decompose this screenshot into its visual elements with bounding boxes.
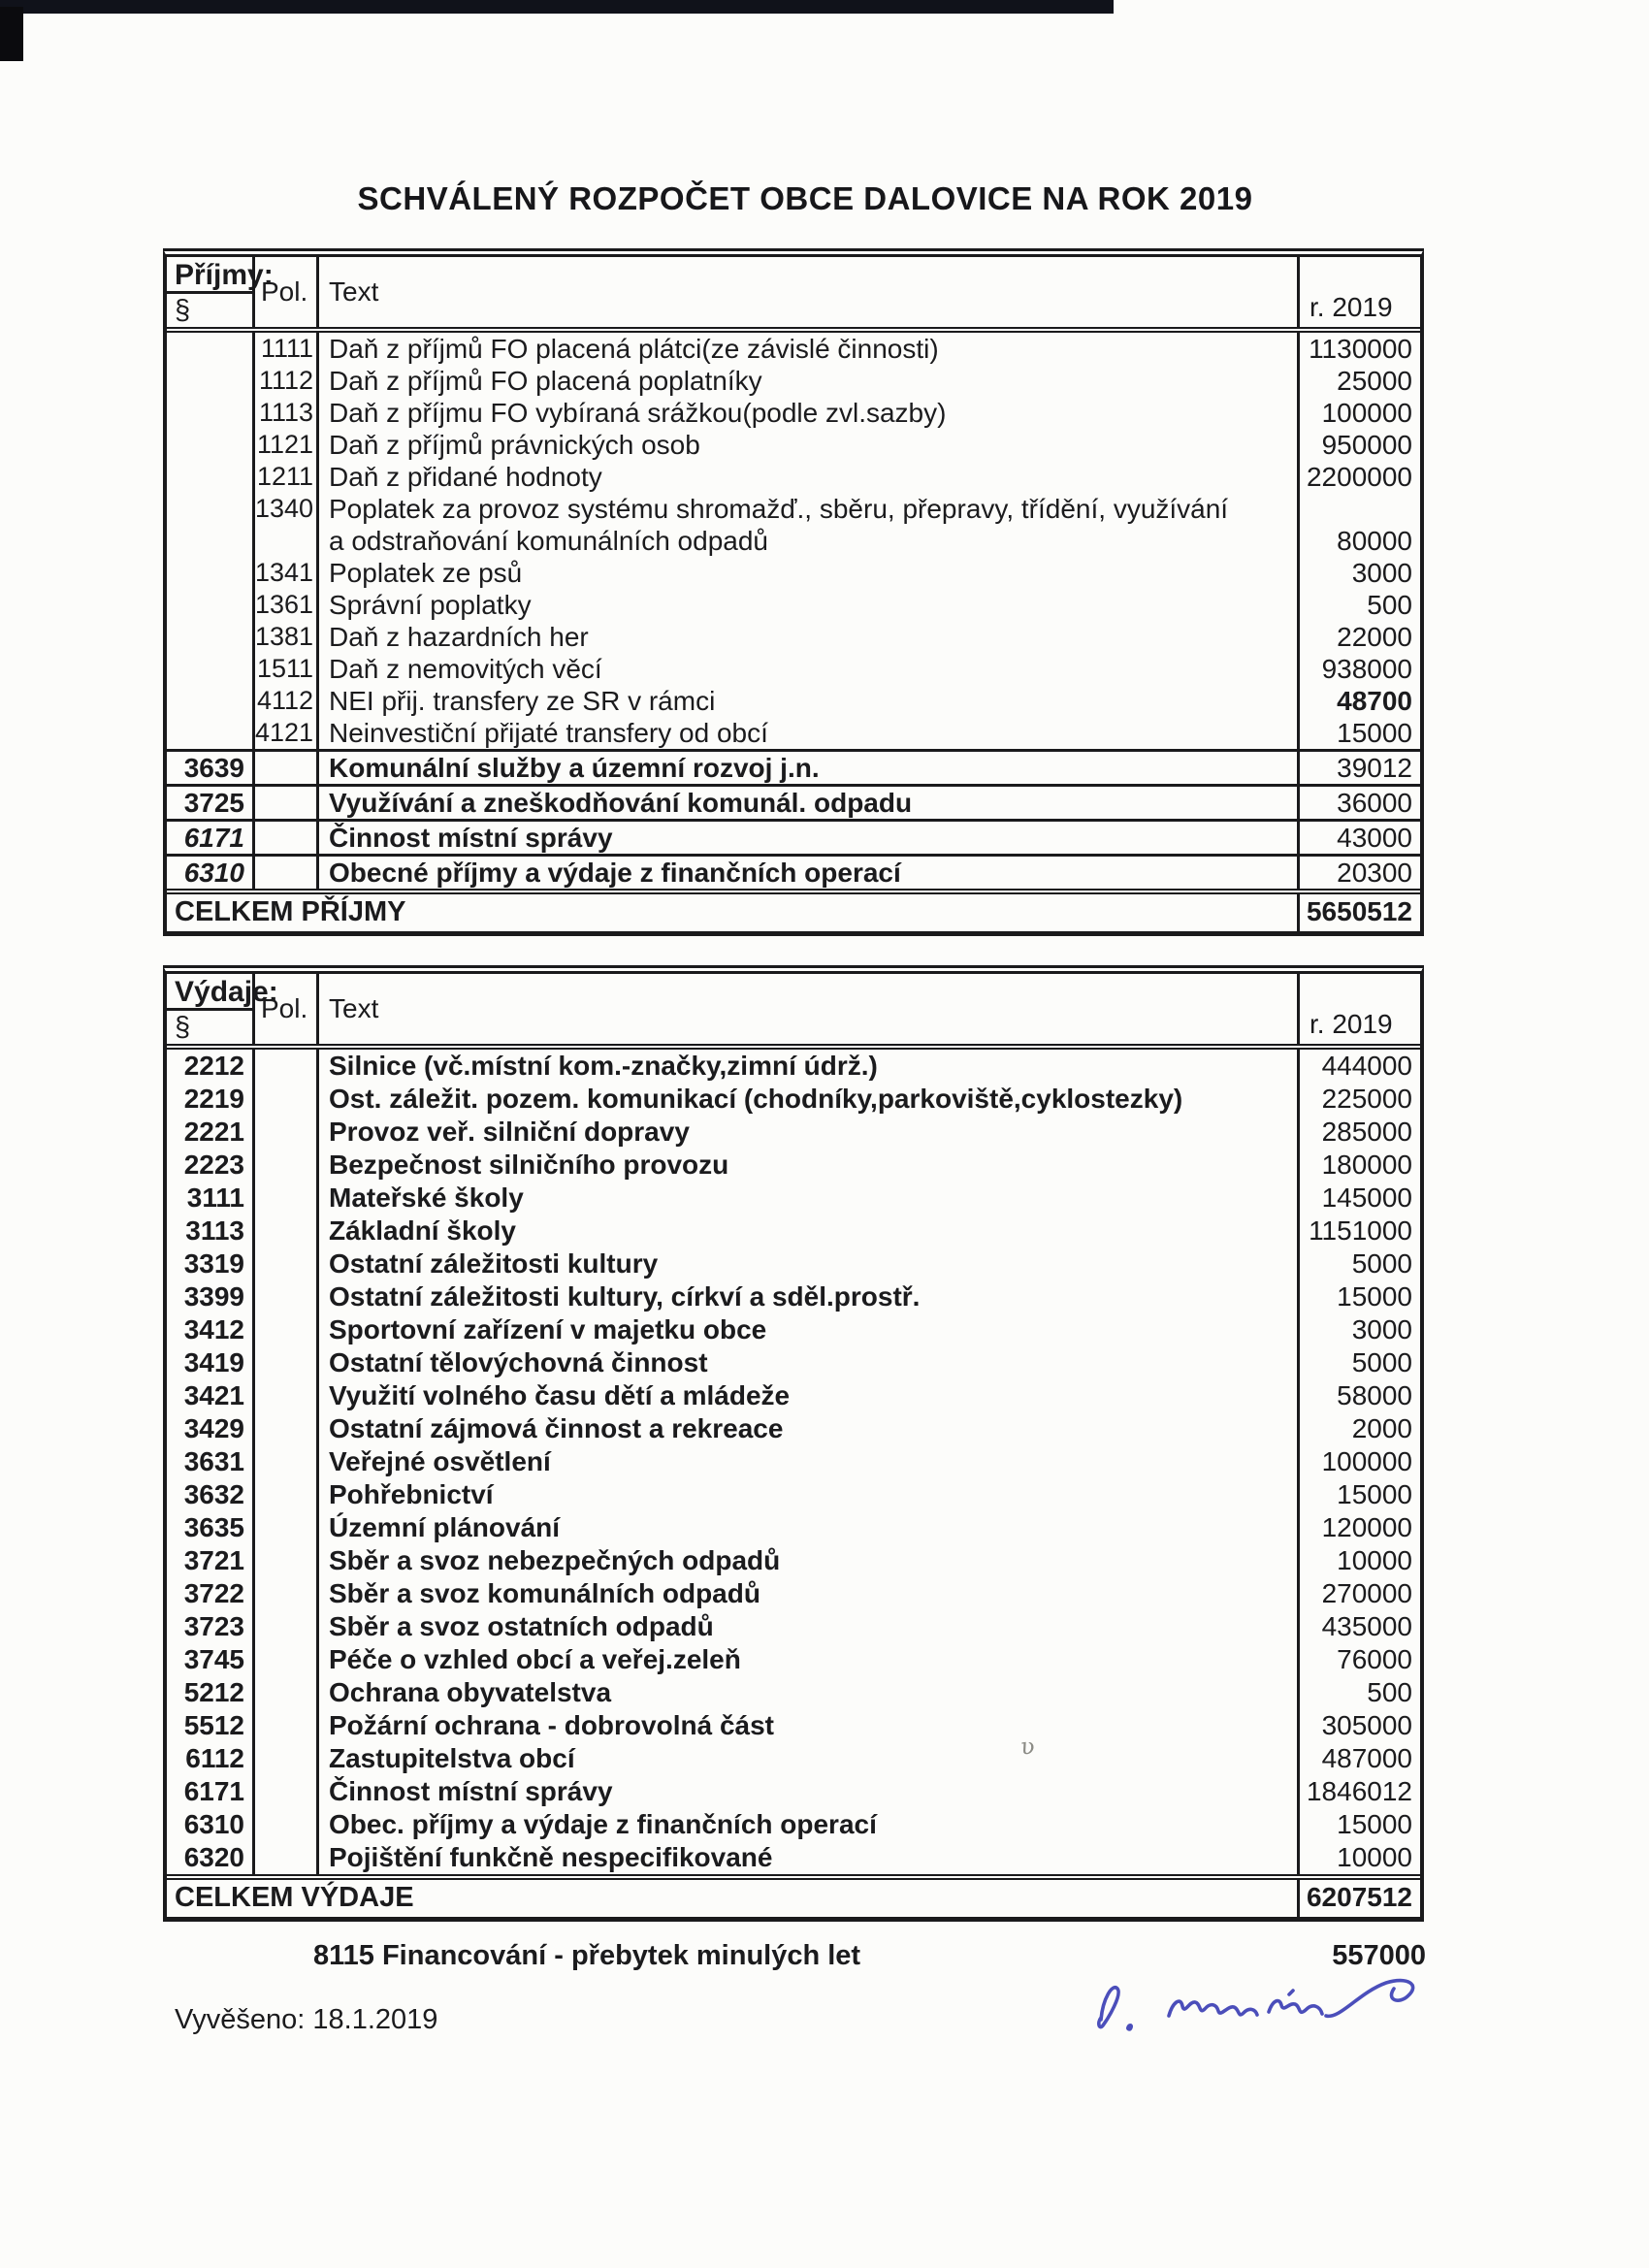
text-line: Požární ochrana - dobrovolná část — [329, 1710, 774, 1740]
paragraph-cell: 3745 — [183, 1644, 244, 1674]
value-cell: 435000 — [1297, 1610, 1420, 1643]
pol-cell — [252, 1610, 316, 1643]
paragraph-cell: 6310 — [183, 1809, 244, 1839]
value-cell: 950000 — [1297, 429, 1420, 461]
paragraph-cell: 3721 — [183, 1545, 244, 1575]
paragraph-cell: 3399 — [183, 1281, 244, 1312]
budget-row — [167, 1083, 1420, 1116]
column-header-pol: Pol. — [252, 974, 316, 1044]
budget-row — [167, 784, 1420, 819]
value-cell: 500 — [1297, 589, 1420, 621]
paragraph-symbol: § — [175, 295, 191, 326]
text-cell — [316, 1182, 1297, 1215]
value-cell: 487000 — [1297, 1742, 1420, 1775]
paragraph-cell: 2219 — [183, 1084, 244, 1114]
budget-row — [167, 749, 1420, 784]
text-line: a odstraňování komunálních odpadů — [329, 526, 768, 556]
income-table-body — [167, 333, 1420, 889]
value-cell: 500 — [1297, 1676, 1420, 1709]
value-cell: 25000 — [1297, 365, 1420, 397]
text-cell — [316, 1215, 1297, 1247]
text-line: Sběr a svoz nebezpečných odpadů — [329, 1545, 781, 1575]
pol-cell — [252, 1742, 316, 1775]
budget-row — [167, 1676, 1420, 1709]
value-cell: 2200000 — [1297, 461, 1420, 493]
paragraph-cell — [167, 333, 252, 365]
value-cell: 15000 — [1297, 717, 1420, 749]
expense-total-row — [167, 1874, 1420, 1917]
text-line: Daň z příjmů právnických osob — [329, 430, 700, 460]
value-cell: 3000 — [1297, 557, 1420, 589]
paragraph-cell: 3635 — [183, 1512, 244, 1542]
budget-row — [167, 1050, 1420, 1083]
budget-row — [167, 397, 1420, 429]
pol-cell — [252, 1215, 316, 1247]
budget-row — [167, 1149, 1420, 1182]
pol-cell — [252, 1412, 316, 1445]
budget-row — [167, 1511, 1420, 1544]
value-cell: 22000 — [1297, 621, 1420, 653]
budget-row — [167, 461, 1420, 493]
budget-row — [167, 1412, 1420, 1445]
pol-cell — [252, 1643, 316, 1676]
paragraph-cell — [167, 397, 252, 429]
value-cell: 10000 — [1297, 1544, 1420, 1577]
financing-row-label: 8115 Financování - přebytek minulých let — [313, 1940, 861, 1971]
paragraph-cell: 6171 — [183, 823, 244, 853]
paragraph-cell: 5212 — [183, 1677, 244, 1707]
text-line: Daň z příjmu FO vybíraná srážkou(podle zvl.sazby) — [329, 398, 947, 428]
financing-row-value: 557000 — [1332, 1940, 1426, 1971]
text-line: NEI přij. transfery ze SR v rámci — [329, 686, 716, 716]
budget-row — [167, 429, 1420, 461]
text-line: Sběr a svoz komunálních odpadů — [329, 1578, 760, 1608]
column-header-year: r. 2019 — [1297, 974, 1420, 1044]
text-cell — [316, 717, 1297, 749]
budget-row — [167, 1775, 1420, 1808]
value-cell: 15000 — [1297, 1280, 1420, 1313]
text-cell — [316, 1643, 1297, 1676]
value-cell: 2000 — [1297, 1412, 1420, 1445]
column-header-year: r. 2019 — [1297, 257, 1420, 327]
paragraph-cell: 6320 — [183, 1842, 244, 1872]
pol-cell: 1511 — [252, 653, 316, 685]
paragraph-cell: 3319 — [183, 1248, 244, 1279]
pol-cell — [252, 1313, 316, 1346]
pol-cell: 1361 — [252, 589, 316, 621]
value-cell: 5000 — [1297, 1247, 1420, 1280]
pol-cell: 1211 — [252, 461, 316, 493]
paragraph-cell: 2223 — [183, 1150, 244, 1180]
value-cell: 1130000 — [1297, 333, 1420, 365]
budget-row — [167, 1182, 1420, 1215]
pol-cell — [252, 1544, 316, 1577]
value-cell: 20300 — [1297, 857, 1420, 889]
value-cell: 15000 — [1297, 1478, 1420, 1511]
pol-cell: 4112 — [252, 685, 316, 717]
text-cell — [316, 1610, 1297, 1643]
paragraph-cell: 3722 — [183, 1578, 244, 1608]
paragraph-cell: 3429 — [183, 1413, 244, 1443]
pol-cell: 1113 — [252, 397, 316, 429]
pol-cell: 1111 — [252, 333, 316, 365]
value-cell: 145000 — [1297, 1182, 1420, 1215]
text-line: Obec. příjmy a výdaje z finančních operací — [329, 1809, 877, 1839]
budget-row — [167, 365, 1420, 397]
expense-table — [163, 965, 1424, 1922]
paragraph-cell — [167, 365, 252, 397]
text-cell — [316, 397, 1297, 429]
budget-row — [167, 1116, 1420, 1149]
expense-table-body — [167, 1050, 1420, 1874]
income-table-header — [167, 257, 1420, 333]
paragraph-cell: 6310 — [183, 858, 244, 888]
text-cell — [316, 1478, 1297, 1511]
paragraph-cell — [167, 685, 252, 717]
text-cell — [316, 1050, 1297, 1083]
text-line: Činnost místní správy — [329, 823, 613, 853]
value-cell: 225000 — [1297, 1083, 1420, 1116]
page-title: SCHVÁLENÝ ROZPOČET OBCE DALOVICE NA ROK 2019 — [357, 180, 1253, 216]
paragraph-cell: 3111 — [186, 1183, 244, 1213]
pol-cell: 1112 — [252, 365, 316, 397]
pol-cell: 1341 — [252, 557, 316, 589]
pol-cell — [252, 1841, 316, 1874]
pol-cell — [252, 787, 316, 819]
budget-row — [167, 1346, 1420, 1379]
text-line: Daň z příjmů FO placená poplatníky — [329, 366, 762, 396]
text-line: Ostatní zájmová činnost a rekreace — [329, 1413, 784, 1443]
paragraph-cell — [167, 653, 252, 685]
paragraph-cell: 3723 — [183, 1611, 244, 1641]
expense-header-first-column — [167, 974, 278, 1044]
text-cell — [316, 365, 1297, 397]
income-total-row — [167, 889, 1420, 931]
budget-row — [167, 1247, 1420, 1280]
paragraph-cell: 5512 — [183, 1710, 244, 1740]
budget-row — [167, 1709, 1420, 1742]
text-cell — [316, 557, 1297, 589]
value-cell: 15000 — [1297, 1808, 1420, 1841]
text-cell — [316, 1346, 1297, 1379]
pol-cell — [252, 1808, 316, 1841]
income-total-label: CELKEM PŘÍJMY — [175, 896, 406, 927]
value-cell: 5000 — [1297, 1346, 1420, 1379]
text-cell — [316, 1577, 1297, 1610]
paragraph-cell — [167, 429, 252, 461]
budget-row — [167, 589, 1420, 621]
budget-row — [167, 1610, 1420, 1643]
paragraph-cell — [167, 461, 252, 493]
paragraph-cell: 3631 — [183, 1446, 244, 1476]
text-line: Pohřebnictví — [329, 1479, 494, 1509]
text-cell — [316, 1116, 1297, 1149]
column-header-text: Text — [316, 257, 1297, 327]
text-cell — [316, 1544, 1297, 1577]
text-cell — [316, 621, 1297, 653]
paragraph-cell — [167, 717, 252, 749]
text-line: Základní školy — [329, 1215, 516, 1246]
text-cell — [316, 1247, 1297, 1280]
paragraph-cell — [167, 493, 252, 557]
text-cell — [316, 461, 1297, 493]
budget-row — [167, 685, 1420, 717]
pol-cell — [252, 1050, 316, 1083]
paragraph-cell: 3113 — [185, 1215, 244, 1246]
text-cell — [316, 1149, 1297, 1182]
value-cell: 1151000 — [1297, 1215, 1420, 1247]
budget-row — [167, 1215, 1420, 1247]
scan-artifact-left-block — [0, 7, 23, 61]
budget-row — [167, 333, 1420, 365]
pol-cell: 4121 — [252, 717, 316, 749]
text-line: Mateřské školy — [329, 1183, 524, 1213]
value-cell: 938000 — [1297, 653, 1420, 685]
text-cell — [316, 1709, 1297, 1742]
budget-row — [167, 1445, 1420, 1478]
pol-cell: 1121 — [252, 429, 316, 461]
text-cell — [316, 685, 1297, 717]
paragraph-cell: 3421 — [183, 1380, 244, 1410]
value-cell: 3000 — [1297, 1313, 1420, 1346]
expense-section-label: Výdaje: — [167, 974, 252, 1011]
text-line: Komunální služby a územní rozvoj j.n. — [329, 753, 820, 783]
pol-cell — [252, 1775, 316, 1808]
value-cell: 305000 — [1297, 1709, 1420, 1742]
paragraph-cell: 3725 — [183, 788, 244, 818]
text-line: Provoz veř. silniční dopravy — [329, 1117, 690, 1147]
budget-row — [167, 1643, 1420, 1676]
pol-cell — [252, 1116, 316, 1149]
value-cell: 10000 — [1297, 1841, 1420, 1874]
pol-cell — [252, 1511, 316, 1544]
pol-cell — [252, 1346, 316, 1379]
text-line: Daň z hazardních her — [329, 622, 589, 652]
expense-table-header — [167, 974, 1420, 1050]
pol-cell — [252, 1280, 316, 1313]
value-cell: 270000 — [1297, 1577, 1420, 1610]
text-cell — [316, 752, 1297, 784]
value-cell: 100000 — [1297, 1445, 1420, 1478]
value-cell: 43000 — [1297, 822, 1420, 854]
scan-artifact-top-bar — [0, 0, 1114, 14]
paragraph-cell: 2212 — [183, 1051, 244, 1081]
value-cell: 120000 — [1297, 1511, 1420, 1544]
text-line: Ochrana obyvatelstva — [329, 1677, 612, 1707]
pol-cell — [252, 1478, 316, 1511]
pol-cell — [252, 1083, 316, 1116]
income-table — [163, 248, 1424, 936]
signature-icon — [1072, 1965, 1440, 2053]
text-line: Péče o vzhled obcí a veřej.zeleň — [329, 1644, 741, 1674]
budget-row — [167, 621, 1420, 653]
pol-cell — [252, 1709, 316, 1742]
text-cell — [316, 653, 1297, 685]
text-line: Správní poplatky — [329, 590, 532, 620]
paragraph-cell: 3419 — [183, 1347, 244, 1377]
text-cell — [316, 1742, 1297, 1775]
text-line: Ost. záležit. pozem. komunikací (chodníky,parkoviště,cyklostezky) — [329, 1084, 1183, 1114]
text-cell — [316, 822, 1297, 854]
text-cell — [316, 857, 1297, 889]
value-cell: 48700 — [1297, 685, 1420, 717]
text-line: Využití volného času dětí a mládeže — [329, 1380, 791, 1410]
paragraph-cell: 3412 — [183, 1314, 244, 1345]
value-cell: 36000 — [1297, 787, 1420, 819]
text-cell — [316, 1841, 1297, 1874]
text-cell — [316, 1445, 1297, 1478]
column-header-text: Text — [316, 974, 1297, 1044]
text-cell — [316, 1412, 1297, 1445]
value-cell: 100000 — [1297, 397, 1420, 429]
income-total-value: 5650512 — [1297, 894, 1420, 931]
value-cell: 80000 — [1297, 493, 1420, 557]
text-line: Činnost místní správy — [329, 1776, 613, 1806]
budget-row — [167, 1544, 1420, 1577]
value-cell: 1846012 — [1297, 1775, 1420, 1808]
pol-cell: 1381 — [252, 621, 316, 653]
scan-artifact-stray-mark: ʋ — [1018, 1732, 1037, 1761]
signature-handwriting — [1072, 1965, 1440, 2057]
paragraph-cell: 3639 — [183, 753, 244, 783]
budget-row — [167, 1742, 1420, 1775]
pol-cell — [252, 752, 316, 784]
text-line: Daň z přidané hodnoty — [329, 462, 602, 492]
income-header-first-column — [167, 257, 274, 327]
budget-row — [167, 717, 1420, 749]
expense-total-value: 6207512 — [1297, 1880, 1420, 1917]
text-cell — [316, 1775, 1297, 1808]
text-cell — [316, 1511, 1297, 1544]
pol-cell — [252, 1577, 316, 1610]
text-cell — [316, 1280, 1297, 1313]
value-cell: 285000 — [1297, 1116, 1420, 1149]
text-cell — [316, 1676, 1297, 1709]
text-line: Sportovní zařízení v majetku obce — [329, 1314, 767, 1345]
budget-row — [167, 653, 1420, 685]
value-cell: 76000 — [1297, 1643, 1420, 1676]
paragraph-cell: 3632 — [183, 1479, 244, 1509]
paragraph-cell — [167, 621, 252, 653]
posted-date-label: Vyvěšeno: 18.1.2019 — [175, 2004, 438, 2035]
text-cell — [316, 589, 1297, 621]
text-cell — [316, 1083, 1297, 1116]
text-line: Obecné příjmy a výdaje z finančních operací — [329, 858, 901, 888]
paragraph-cell — [167, 557, 252, 589]
expense-total-label: CELKEM VÝDAJE — [175, 1882, 414, 1913]
paragraph-cell — [167, 589, 252, 621]
paragraph-cell: 6112 — [185, 1743, 244, 1773]
budget-row — [167, 819, 1420, 854]
pol-cell — [252, 857, 316, 889]
budget-row — [167, 1478, 1420, 1511]
budget-row — [167, 1808, 1420, 1841]
text-line: Sběr a svoz ostatních odpadů — [329, 1611, 714, 1641]
pol-cell — [252, 822, 316, 854]
budget-row — [167, 854, 1420, 889]
text-cell — [316, 333, 1297, 365]
value-cell: 180000 — [1297, 1149, 1420, 1182]
paragraph-symbol: § — [175, 1012, 191, 1043]
text-cell — [316, 493, 1297, 557]
pol-cell — [252, 1149, 316, 1182]
pol-cell: 1340 — [252, 493, 316, 557]
text-cell — [316, 1379, 1297, 1412]
pol-cell — [252, 1445, 316, 1478]
text-line: Pojištění funkčně nespecifikované — [329, 1842, 773, 1872]
budget-row — [167, 557, 1420, 589]
paragraph-cell: 2221 — [183, 1117, 244, 1147]
budget-row — [167, 1577, 1420, 1610]
text-line: Daň z příjmů FO placená plátci(ze závislé činnosti) — [329, 334, 939, 364]
paragraph-cell: 6171 — [183, 1776, 244, 1806]
text-line: Silnice (vč.místní kom.-značky,zimní údrž.) — [329, 1051, 878, 1081]
value-cell: 444000 — [1297, 1050, 1420, 1083]
text-line: Územní plánování — [329, 1512, 561, 1542]
text-line: Ostatní tělovýchovná činnost — [329, 1347, 708, 1377]
text-line: Poplatek ze psů — [329, 558, 523, 588]
value-cell: 39012 — [1297, 752, 1420, 784]
budget-row — [167, 1280, 1420, 1313]
pol-cell — [252, 1247, 316, 1280]
text-line: Ostatní záležitosti kultury — [329, 1248, 659, 1279]
text-line: Daň z nemovitých věcí — [329, 654, 602, 684]
text-line: Poplatek za provoz systému shromažď., sběru, přepravy, třídění, využívání — [329, 494, 1229, 524]
budget-row — [167, 493, 1420, 557]
text-cell — [316, 429, 1297, 461]
text-line: Využívání a zneškodňování komunál. odpadu — [329, 788, 913, 818]
column-header-pol: Pol. — [252, 257, 316, 327]
pol-cell — [252, 1379, 316, 1412]
text-cell — [316, 1313, 1297, 1346]
text-cell — [316, 787, 1297, 819]
text-line: Bezpečnost silničního provozu — [329, 1150, 729, 1180]
text-line: Ostatní záležitosti kultury, církví a sděl.prostř. — [329, 1281, 921, 1312]
budget-row — [167, 1841, 1420, 1874]
pol-cell — [252, 1676, 316, 1709]
text-line: Zastupitelstva obcí — [329, 1743, 575, 1773]
value-cell: 58000 — [1297, 1379, 1420, 1412]
text-line: Veřejné osvětlení — [329, 1446, 551, 1476]
text-cell — [316, 1808, 1297, 1841]
text-line: Neinvestiční přijaté transfery od obcí — [329, 718, 768, 748]
budget-row — [167, 1313, 1420, 1346]
income-section-label: Příjmy: — [167, 257, 252, 294]
budget-row — [167, 1379, 1420, 1412]
pol-cell — [252, 1182, 316, 1215]
